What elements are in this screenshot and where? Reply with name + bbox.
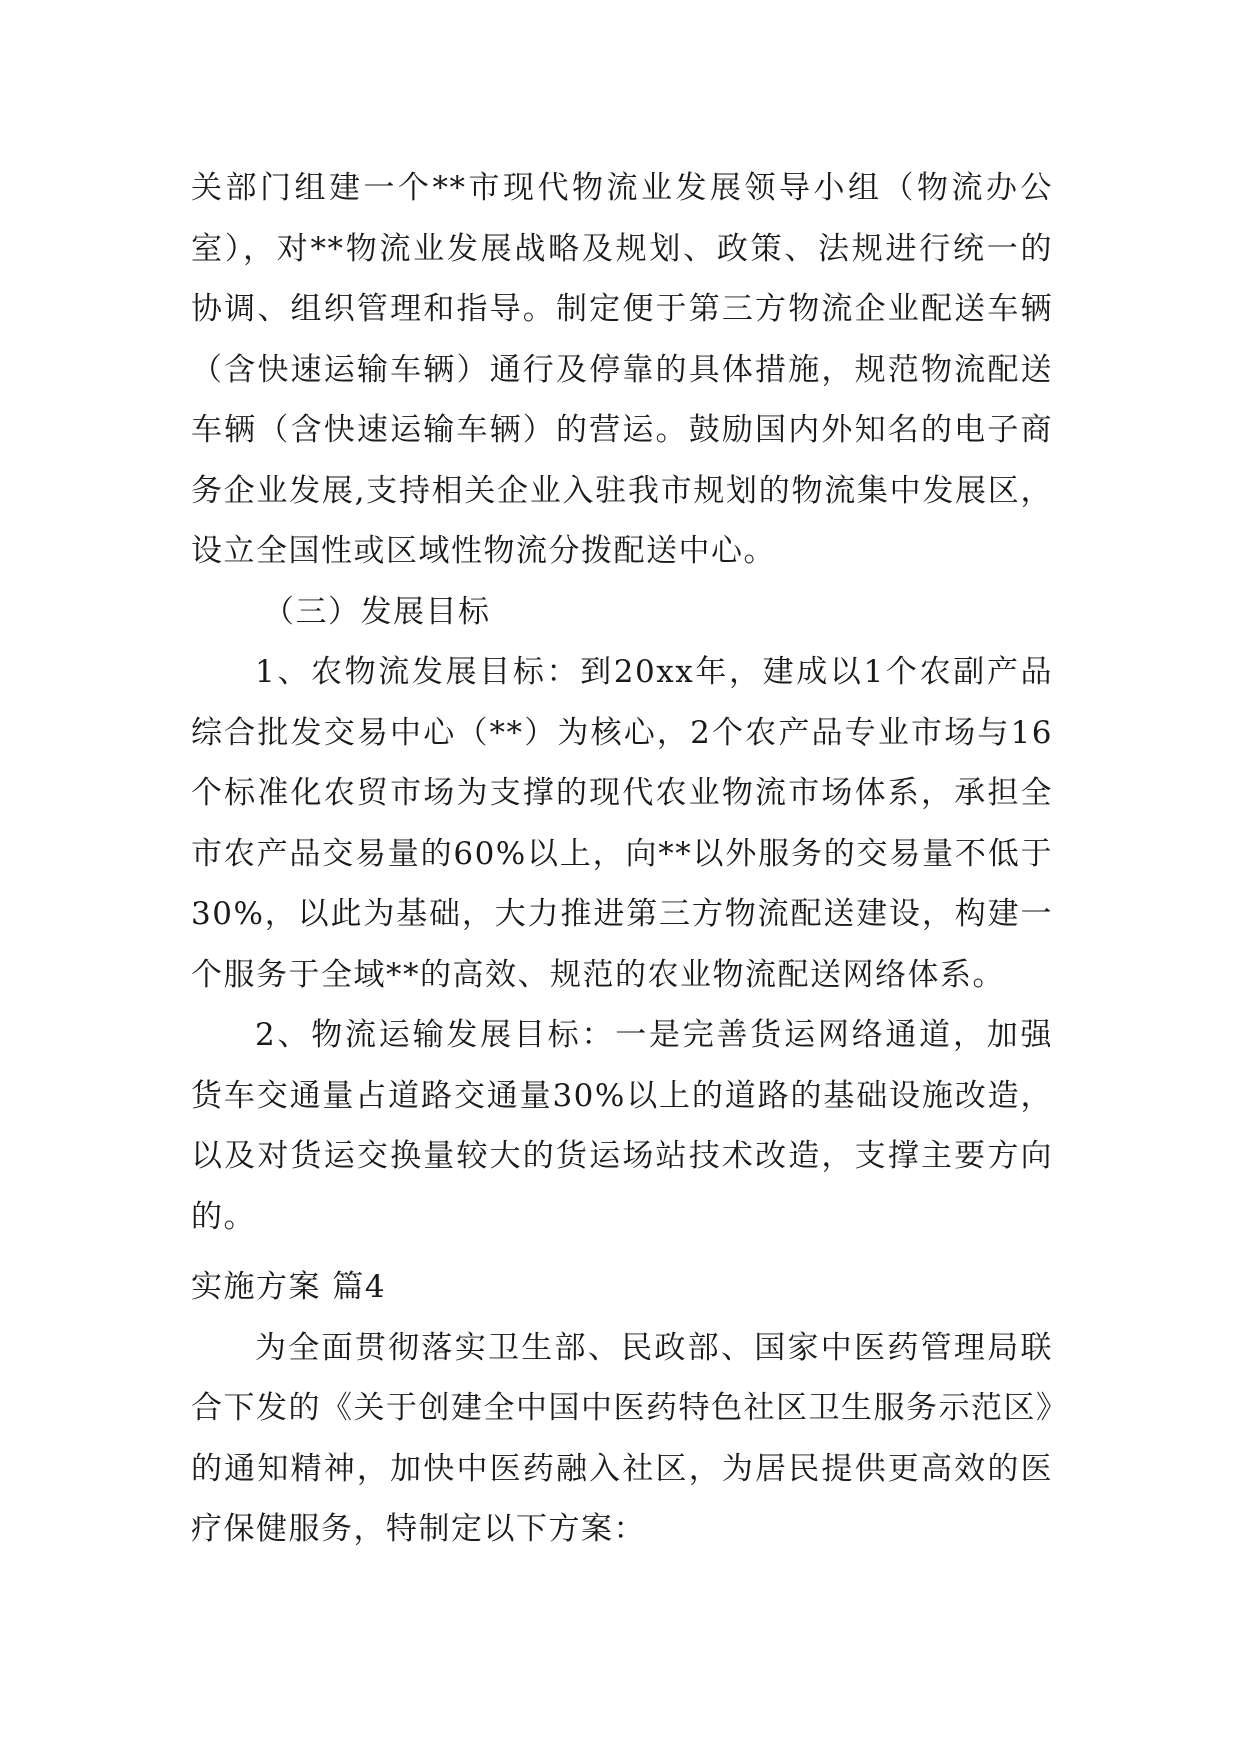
paragraph-goal-1: 1、农物流发展目标：到20xx年，建成以1个农副产品综合批发交易中心（**）为核心，2个农产品专业市场与16个标准化农贸市场为支撑的现代农业物流市场体系，承担全市农产品交易量的60%以上，向**以外服务的交易量不低于30%，以此为基础，大力推进第三方物流配送建设，构建一个服务于全域**的高效、规范的农业物流配送网络体系。 xyxy=(191,654,1053,993)
subheading-development-goals: （三）发展目标 xyxy=(263,593,491,630)
section-title: 实施方案 篇4 xyxy=(191,1269,387,1305)
paragraph-goal-2: 2、物流运输发展目标：一是完善货运网络通道，加强货车交通量占道路交通量30%以上的道路的基础设施改造，以及对货运交换量较大的货运场站技术改造，支撑主要方向的。 xyxy=(191,1017,1053,1235)
paragraph-continued: 关部门组建一个**市现代物流业发展领导小组（物流办公室），对**物流业发展战略及规划、政策、法规进行统一的协调、组织管理和指导。制定便于第三方物流企业配送车辆（含快速运输车辆）通行及停靠的具体措施，规范物流配送车辆（含快速运输车辆）的营运。鼓励国内外知名的电子商务企业发展,支持相关企业入驻我市规划的物流集中发展区，设立全国性或区域性物流分拨配送中心。 xyxy=(191,170,1053,569)
paragraph-intro: 为全面贯彻落实卫生部、民政部、国家中医药管理局联合下发的《关于创建全中国中医药特色社区卫生服务示范区》的通知精神，加快中医药融入社区，为居民提供更高效的医疗保健服务，特制定以下方案： xyxy=(191,1329,1053,1547)
section-implementation-plan xyxy=(191,1257,1053,1560)
section-continued xyxy=(191,158,1053,1247)
